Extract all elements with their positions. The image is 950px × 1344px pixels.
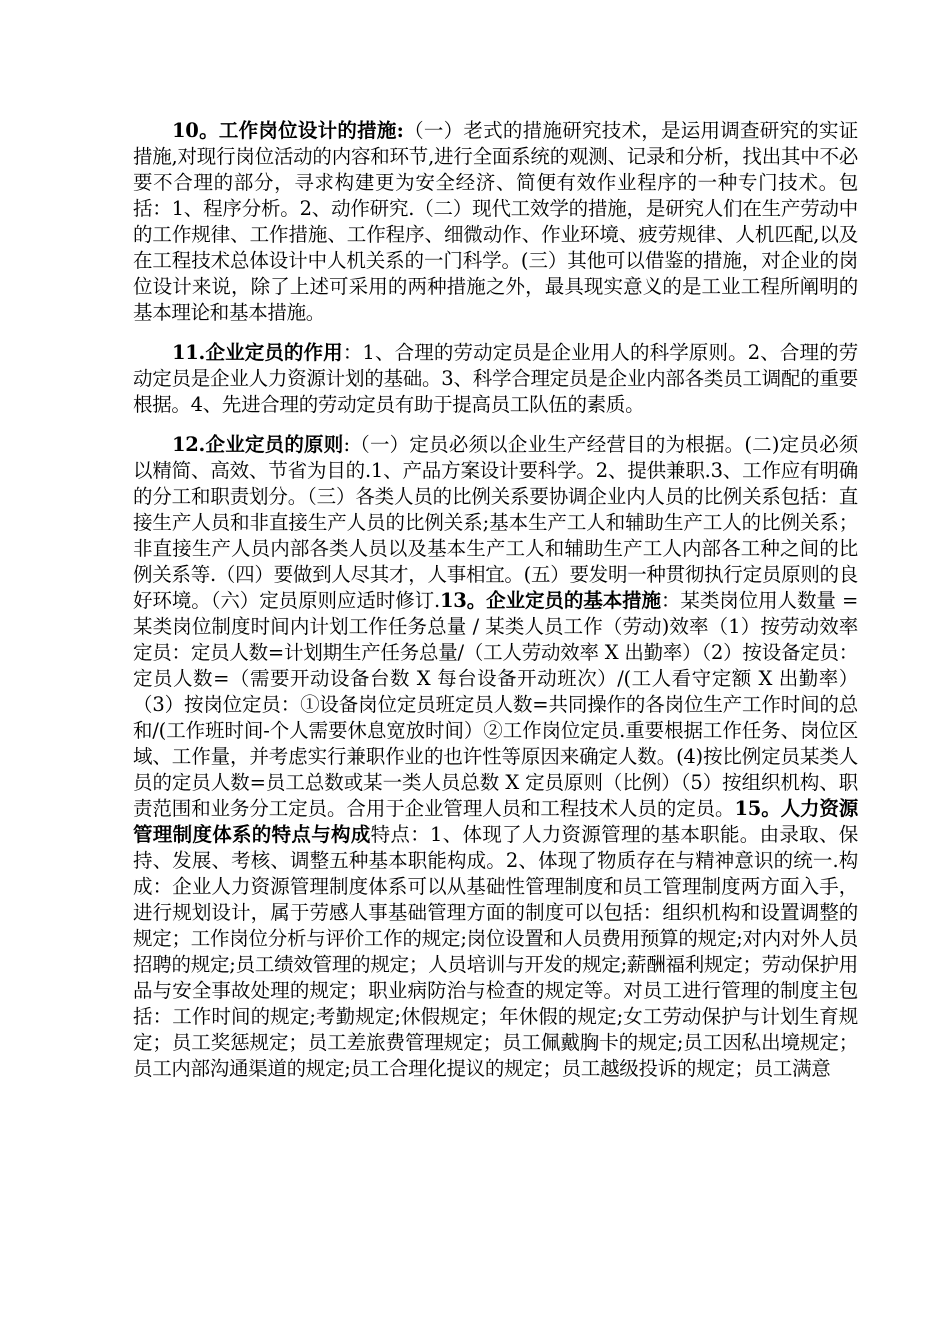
text-hr-system: 特点：1、体现了人力资源管理的基本职能。由录取、保持、发展、考核、调整五种基本职能构成。2、体现了物质存在与精神意识的统一.构成：企业人力资源管理制度体系可以从基础性管理制度和员工管理制度两方面入手，进行规划设计，属于劳感人事基础管理方面的制度可以包括：组织机构和设置调整的规定；工作岗位分析与评价工作的规定;岗位设置和人员费用预算的规定;对内对外人员招聘的规定;员工绩效管理的规定；人员培训与开发的规定;薪酬福利规定；劳动保护用品与安全事故处理的规定；职业病防治与检查的规定等。对员工进行管理的制度主包括：工作时间的规定;考勤规定;休假规定；年休假的规定;女工劳动保护与计划生育规定；员工奖惩规定；员工差旅费管理规定；员工佩戴胸卡的规定;员工因私出境规定；员工内部沟通渠道的规定;员工合理化提议的规定；员工越级投诉的规定；员工满意 xyxy=(133,823,858,1080)
document-page xyxy=(133,118,858,1096)
paragraph-job-design-measures xyxy=(133,118,858,326)
text-job-design-measures: （一）老式的措施研究技术，是运用调查研究的实证措施,对现行岗位活动的内容和环节,进行全面系统的观测、记录和分析，找出其中不必要不合理的部分，寻求构建更为安全经济、简便有效作业程序的一种专门技术。包括：1、程序分析。2、动作研究.（二）现代工效学的措施，是研究人们在生产劳动中的工作规律、工作措施、工作程序、细微动作、作业环境、疲劳规律、人机匹配,以及在工程技术总体设计中人机关系的一门科学。(三）其他可以借鉴的措施，对企业的岗位设计来说，除了上述可采用的两种措施之外，最具现实意义的是工业工程所阐明的基本理论和基本措施。 xyxy=(133,119,859,324)
heading-hr-system: 15。人力资源管理制度体系的特点与构成 xyxy=(133,797,858,846)
paragraph-staffing-principles xyxy=(133,432,858,1082)
paragraph-staffing-role xyxy=(133,340,858,418)
text-staffing-role: ：1、合理的劳动定员是企业用人的科学原则。2、合理的劳动定员是企业人力资源计划的基础。3、科学合理定员是企业内部各类员工调配的重要根据。4、先进合理的劳动定员有助于提高员工队伍的素质。 xyxy=(133,341,858,416)
text-staffing-measures: ：某类岗位用人数量 = 某类岗位制度时间内计划工作任务总量 / 某类人员工作（劳动)效率（1）按劳动效率定员：定员人数=计划期生产任务总量/（工人劳动效率 X 出勤率）（2）按设备定员：定员人数=（需要开动设备台数 X 每台设备开动班次）/(工人看守定额 X 出勤率）（3）按岗位定员：①设备岗位定员班定员人数=共同操作的各岗位生产工作时间的总和/(工作班时间-个人需要休息宽放时间）②工作岗位定员.重要根据工作任务、岗位区域、工作量，并考虑实行兼职作业的也许性等原因来确定人数。(4)按比例定员某类人员的定员人数=员工总数或某一类人员总数 X 定员原则（比例）（5）按组织机构、职责范围和业务分工定员。合用于企业管理人员和工程技术人员的定员。 xyxy=(133,589,858,820)
heading-staffing-measures: 13。企业定员的基本措施 xyxy=(439,589,661,612)
heading-staffing-principles: 12.企业定员的原则 xyxy=(172,433,344,456)
text-staffing-principles: :（一）定员必须以企业生产经营目的为根据。(二)定员必须以精简、高效、节省为目的.1、产品方案设计要科学。2、提供兼职.3、工作应有明确的分工和职责划分。（三）各类人员的比例关系要协调企业内人员的比例关系包括：直接生产人员和非直接生产人员的比例关系;基本生产工人和辅助生产工人的比例关系；非直接生产人员内部各类人员以及基本生产工人和辅助生产工人内部各工种之间的比例关系等.（四）要做到人尽其才，人事相宜。(五）要发明一种贯彻执行定员原则的良好环境。（六）定员原则应适时修订. xyxy=(133,433,858,612)
heading-staffing-role: 11.企业定员的作用 xyxy=(172,341,343,364)
heading-job-design-measures: 10。工作岗位设计的措施: xyxy=(172,119,404,142)
